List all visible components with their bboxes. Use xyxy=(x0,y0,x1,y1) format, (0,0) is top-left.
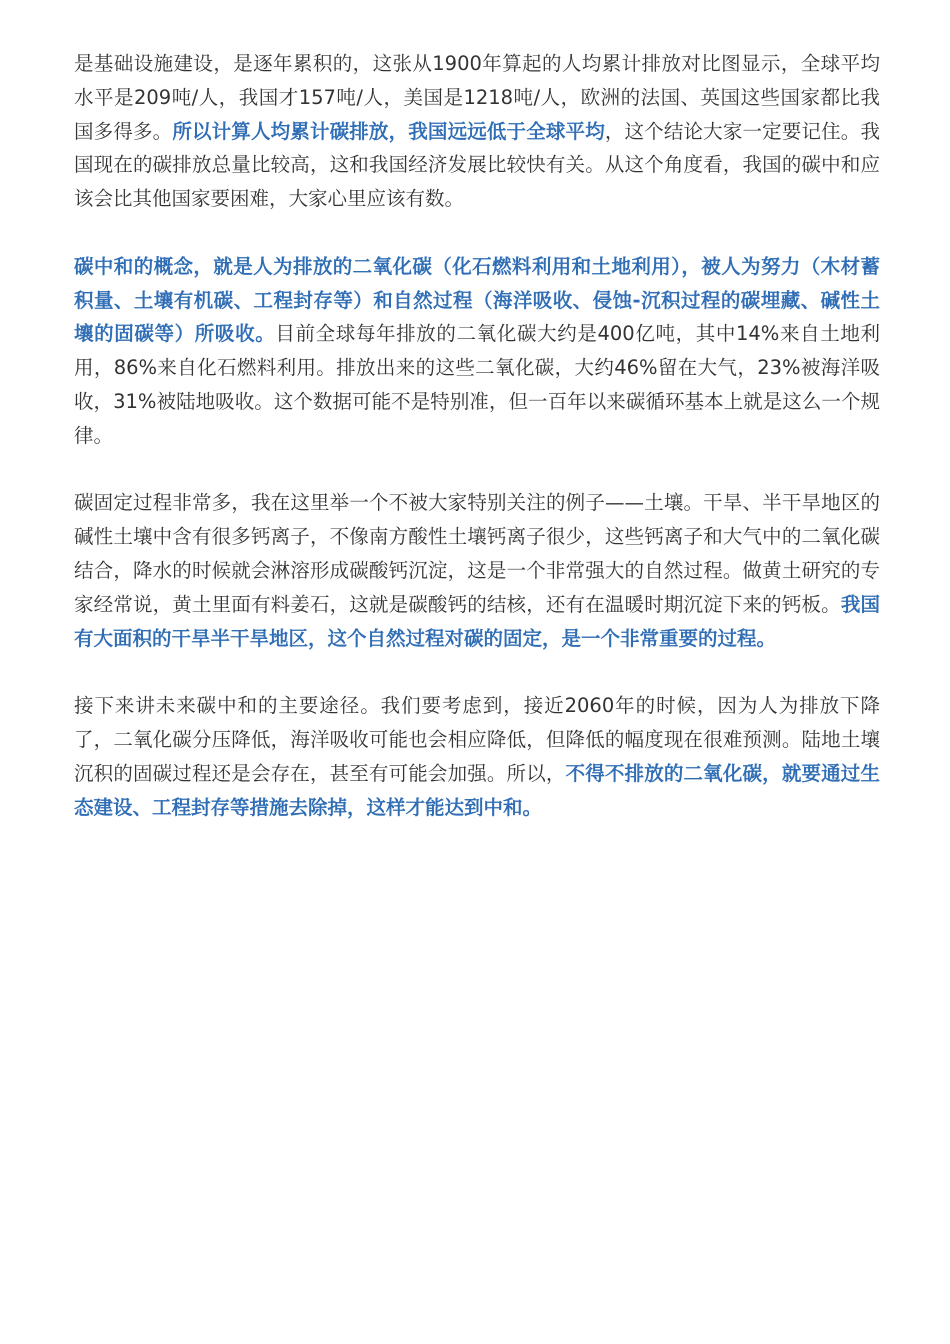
paragraph-soil-carbon-fixation xyxy=(74,486,880,655)
paragraph-text: 目前全球每年排放的二氧化碳大约是400亿吨，其中14%来自土地利用，86%来自化石燃料利用。排放出来的这些二氧化碳，大约46%留在大气，23%被海洋吸收，31%被陆地吸收。这个数据可能不是特别准，但一百年以来碳循环基本上就是这么一个规律。 xyxy=(74,322,880,447)
paragraph-future-pathways xyxy=(74,689,880,824)
highlighted-text: 所以计算人均累计碳排放，我国远远低于全球平均 xyxy=(172,119,605,143)
highlighted-text: 碳中和的概念，就是人为排放的二氧化碳（化石燃料利用和土地利用），被人为努力（木材蓄积量、土壤有机碳、工程封存等）和自然过程（海洋吸收、侵蚀-沉积过程的碳埋藏、碱性土壤的固碳等）所吸收。 xyxy=(74,254,880,346)
paragraph-per-capita-emissions xyxy=(74,47,880,216)
paragraph-carbon-neutrality-concept xyxy=(74,250,880,453)
paragraph-text: 碳固定过程非常多，我在这里举一个不被大家特别关注的例子——土壤。干旱、半干旱地区的碱性土壤中含有很多钙离子，不像南方酸性土壤钙离子很少，这些钙离子和大气中的二氧化碳结合，降水的时候就会淋溶形成碳酸钙沉淀，这是一个非常强大的自然过程。做黄土研究的专家经常说，黄土里面有料姜石，这就是碳酸钙的结核，还有在温暖时期沉淀下来的钙板。 xyxy=(74,491,880,616)
paragraph-text: ，这个结论大家一定要记住。我国现在的碳排放总量比较高，这和我国经济发展比较快有关。从这个角度看，我国的碳中和应该会比其他国家要困难，大家心里应该有数。 xyxy=(74,119,880,211)
paragraph-text: 接下来讲未来碳中和的主要途径。我们要考虑到，接近2060年的时候，因为人为排放下降了，二氧化碳分压降低，海洋吸收可能也会相应降低，但降低的幅度现在很难预测。陆地土壤沉积的固碳过程还是会存在，甚至有可能会加强。所以， xyxy=(74,694,880,785)
article-body xyxy=(74,47,880,858)
paragraph-text: 是基础设施建设，是逐年累积的，这张从1900年算起的人均累计排放对比图显示，全球平均水平是209吨/人，我国才157吨/人，美国是1218吨/人，欧洲的法国、英国这些国家都比我国多得多。 xyxy=(74,52,880,143)
highlighted-text: 不得不排放的二氧化碳，就要通过生态建设、工程封存等措施去除掉，这样才能达到中和。 xyxy=(74,761,880,819)
highlighted-text: 我国有大面积的干旱半干旱地区，这个自然过程对碳的固定，是一个非常重要的过程。 xyxy=(74,592,880,650)
